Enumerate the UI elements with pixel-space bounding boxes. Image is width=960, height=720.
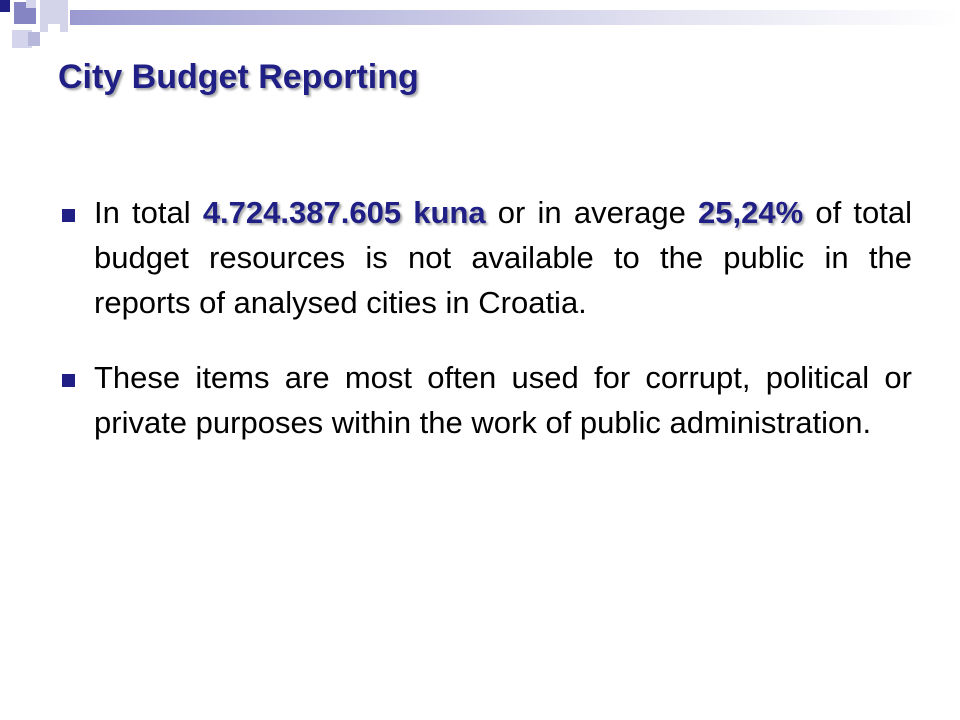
bullet-text-segment: or in average [485,195,699,230]
square-bullet-icon [62,209,75,222]
header-gradient-bar [70,10,960,25]
highlight-percent: 25,24% [698,195,804,230]
corner-square-decoration [0,0,10,12]
corner-square-decoration [28,32,40,46]
bullet-text-segment: of total budget resources is not available to the public in the reports of analysed cities in Croatia. [94,195,912,320]
bullet-text-segment: In total [94,195,203,230]
square-bullet-icon [62,374,75,387]
slide-title: City Budget Reporting [58,58,419,96]
corner-square-decoration [48,24,60,34]
bullet-text [94,190,912,325]
bullet-text: These items are most often used for corrupt, political or private purposes within the work of public administration. [94,360,912,440]
highlight-amount: 4.724.387.605 kuna [202,195,486,230]
bullet-list [62,190,912,475]
bullet-item [62,355,912,445]
corner-square-decoration [26,0,36,8]
bullet-item [62,190,912,325]
